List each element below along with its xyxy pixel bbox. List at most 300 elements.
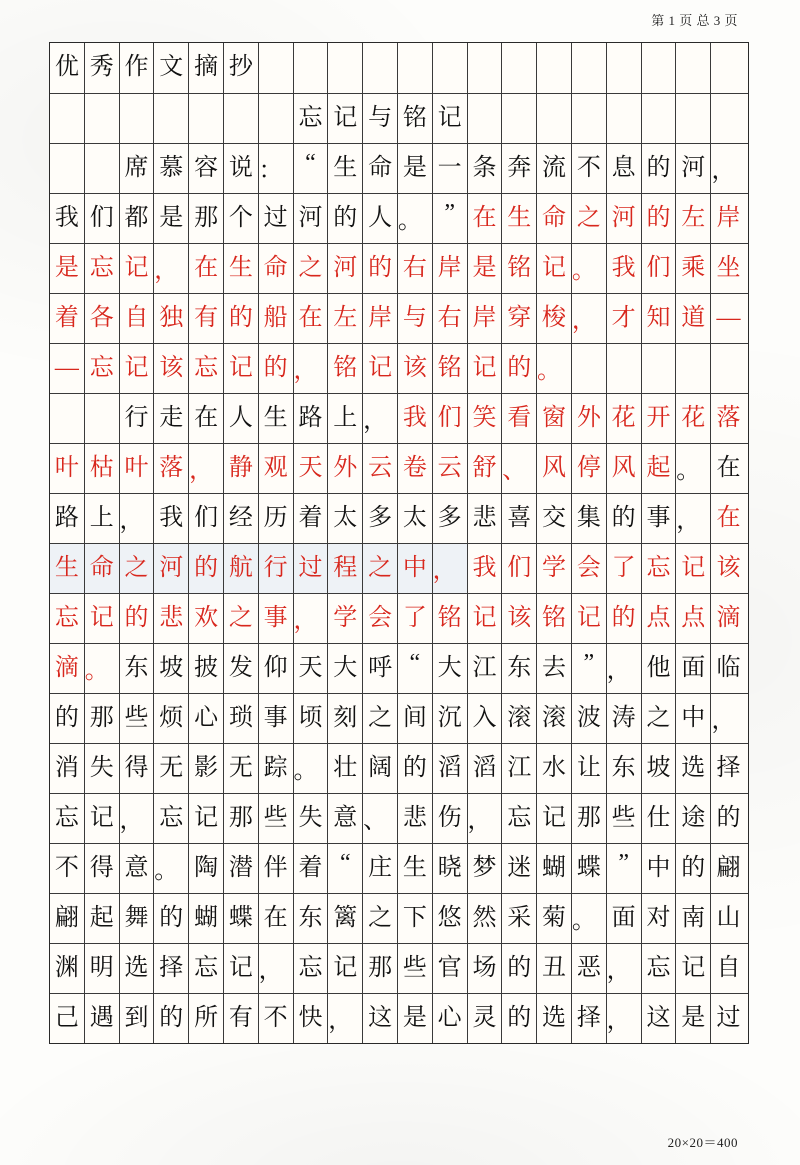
manuscript-cell[interactable] [468, 594, 503, 643]
manuscript-cell[interactable] [294, 744, 329, 793]
manuscript-cell[interactable] [85, 43, 120, 93]
manuscript-cell[interactable] [154, 494, 189, 543]
manuscript-cell[interactable] [363, 744, 398, 793]
manuscript-cell[interactable] [607, 694, 642, 743]
manuscript-cell[interactable] [642, 244, 677, 293]
manuscript-cell[interactable] [468, 194, 503, 243]
manuscript-cell[interactable] [294, 644, 329, 693]
manuscript-cell[interactable] [224, 544, 259, 593]
manuscript-cell[interactable] [85, 444, 120, 493]
manuscript-cell[interactable] [607, 43, 642, 93]
manuscript-cell[interactable] [676, 944, 711, 993]
manuscript-cell[interactable] [154, 944, 189, 993]
manuscript-cell[interactable] [642, 794, 677, 843]
manuscript-cell[interactable] [711, 744, 746, 793]
manuscript-cell[interactable] [502, 244, 537, 293]
manuscript-cell[interactable] [50, 844, 85, 893]
manuscript-cell[interactable] [189, 694, 224, 743]
manuscript-cell[interactable] [50, 794, 85, 843]
manuscript-cell[interactable] [607, 144, 642, 193]
manuscript-cell[interactable] [537, 494, 572, 543]
manuscript-cell[interactable] [189, 444, 224, 493]
manuscript-cell[interactable] [154, 444, 189, 493]
manuscript-cell[interactable] [328, 144, 363, 193]
manuscript-cell[interactable] [398, 744, 433, 793]
manuscript-cell[interactable] [537, 144, 572, 193]
manuscript-cell[interactable] [468, 444, 503, 493]
manuscript-cell[interactable] [328, 344, 363, 393]
manuscript-cell[interactable] [572, 194, 607, 243]
manuscript-cell[interactable] [294, 594, 329, 643]
manuscript-cell[interactable] [468, 644, 503, 693]
manuscript-cell[interactable] [328, 694, 363, 743]
manuscript-cell[interactable] [189, 744, 224, 793]
manuscript-cell[interactable] [711, 544, 746, 593]
manuscript-cell[interactable] [572, 894, 607, 943]
manuscript-cell[interactable] [502, 644, 537, 693]
manuscript-cell[interactable] [676, 94, 711, 143]
manuscript-cell[interactable] [120, 994, 155, 1043]
manuscript-cell[interactable] [711, 94, 746, 143]
manuscript-cell[interactable] [189, 644, 224, 693]
manuscript-cell[interactable] [120, 394, 155, 443]
manuscript-cell[interactable] [328, 294, 363, 343]
manuscript-cell[interactable] [50, 94, 85, 143]
manuscript-cell[interactable] [154, 294, 189, 343]
manuscript-cell[interactable] [189, 794, 224, 843]
manuscript-cell[interactable] [642, 944, 677, 993]
manuscript-cell[interactable] [537, 344, 572, 393]
manuscript-cell[interactable] [537, 794, 572, 843]
manuscript-cell[interactable] [642, 194, 677, 243]
manuscript-cell[interactable] [537, 894, 572, 943]
manuscript-cell[interactable] [50, 994, 85, 1043]
manuscript-cell[interactable] [259, 244, 294, 293]
manuscript-cell[interactable] [607, 994, 642, 1043]
manuscript-cell[interactable] [676, 194, 711, 243]
manuscript-cell[interactable] [537, 444, 572, 493]
manuscript-cell[interactable] [189, 894, 224, 943]
manuscript-cell[interactable] [398, 194, 433, 243]
manuscript-cell[interactable] [224, 294, 259, 343]
manuscript-cell[interactable] [120, 444, 155, 493]
manuscript-cell[interactable] [294, 194, 329, 243]
manuscript-cell[interactable] [154, 994, 189, 1043]
manuscript-cell[interactable] [607, 794, 642, 843]
manuscript-cell[interactable] [120, 894, 155, 943]
manuscript-cell[interactable] [154, 94, 189, 143]
manuscript-cell[interactable] [328, 944, 363, 993]
manuscript-cell[interactable] [259, 194, 294, 243]
manuscript-cell[interactable] [398, 694, 433, 743]
manuscript-cell[interactable] [537, 94, 572, 143]
manuscript-cell[interactable] [607, 894, 642, 943]
manuscript-cell[interactable] [433, 994, 468, 1043]
manuscript-cell[interactable] [502, 94, 537, 143]
manuscript-cell[interactable] [433, 43, 468, 93]
manuscript-cell[interactable] [259, 494, 294, 543]
manuscript-cell[interactable] [572, 444, 607, 493]
manuscript-cell[interactable] [259, 894, 294, 943]
manuscript-cell[interactable] [224, 994, 259, 1043]
manuscript-cell[interactable] [468, 944, 503, 993]
manuscript-cell[interactable] [85, 344, 120, 393]
manuscript-cell[interactable] [398, 794, 433, 843]
manuscript-cell[interactable] [607, 844, 642, 893]
manuscript-cell[interactable] [676, 544, 711, 593]
manuscript-cell[interactable] [676, 694, 711, 743]
manuscript-cell[interactable] [572, 344, 607, 393]
manuscript-cell[interactable] [154, 194, 189, 243]
manuscript-cell[interactable] [189, 394, 224, 443]
manuscript-cell[interactable] [50, 294, 85, 343]
manuscript-cell[interactable] [189, 194, 224, 243]
manuscript-cell[interactable] [676, 644, 711, 693]
manuscript-cell[interactable] [676, 744, 711, 793]
manuscript-cell[interactable] [363, 694, 398, 743]
manuscript-cell[interactable] [224, 194, 259, 243]
manuscript-cell[interactable] [537, 244, 572, 293]
manuscript-cell[interactable] [120, 144, 155, 193]
manuscript-cell[interactable] [398, 144, 433, 193]
manuscript-cell[interactable] [224, 594, 259, 643]
manuscript-cell[interactable] [711, 494, 746, 543]
manuscript-cell[interactable] [398, 994, 433, 1043]
manuscript-cell[interactable] [154, 544, 189, 593]
manuscript-cell[interactable] [294, 694, 329, 743]
manuscript-cell[interactable] [363, 294, 398, 343]
manuscript-cell[interactable] [50, 444, 85, 493]
manuscript-cell[interactable] [85, 394, 120, 443]
manuscript-cell[interactable] [607, 94, 642, 143]
manuscript-cell[interactable] [433, 694, 468, 743]
manuscript-cell[interactable] [294, 43, 329, 93]
manuscript-cell[interactable] [154, 894, 189, 943]
manuscript-cell[interactable] [294, 544, 329, 593]
manuscript-cell[interactable] [50, 744, 85, 793]
manuscript-cell[interactable] [120, 694, 155, 743]
manuscript-cell[interactable] [328, 544, 363, 593]
manuscript-cell[interactable] [294, 394, 329, 443]
manuscript-cell[interactable] [572, 244, 607, 293]
manuscript-cell[interactable] [85, 94, 120, 143]
manuscript-cell[interactable] [259, 594, 294, 643]
manuscript-cell[interactable] [224, 144, 259, 193]
manuscript-cell[interactable] [85, 644, 120, 693]
manuscript-cell[interactable] [120, 944, 155, 993]
manuscript-cell[interactable] [259, 144, 294, 193]
manuscript-cell[interactable] [189, 244, 224, 293]
manuscript-cell[interactable] [363, 43, 398, 93]
manuscript-cell[interactable] [607, 294, 642, 343]
manuscript-cell[interactable] [676, 994, 711, 1043]
manuscript-cell[interactable] [224, 244, 259, 293]
manuscript-cell[interactable] [572, 94, 607, 143]
manuscript-cell[interactable] [676, 144, 711, 193]
manuscript-cell[interactable] [259, 544, 294, 593]
manuscript-cell[interactable] [502, 794, 537, 843]
manuscript-cell[interactable] [259, 94, 294, 143]
manuscript-cell[interactable] [224, 894, 259, 943]
manuscript-cell[interactable] [189, 544, 224, 593]
manuscript-cell[interactable] [189, 944, 224, 993]
manuscript-cell[interactable] [642, 744, 677, 793]
manuscript-cell[interactable] [120, 494, 155, 543]
manuscript-cell[interactable] [154, 394, 189, 443]
manuscript-cell[interactable] [537, 644, 572, 693]
manuscript-cell[interactable] [537, 994, 572, 1043]
manuscript-cell[interactable] [120, 544, 155, 593]
manuscript-cell[interactable] [154, 43, 189, 93]
manuscript-cell[interactable] [363, 94, 398, 143]
manuscript-cell[interactable] [468, 144, 503, 193]
manuscript-cell[interactable] [328, 94, 363, 143]
manuscript-cell[interactable] [120, 844, 155, 893]
manuscript-cell[interactable] [120, 43, 155, 93]
manuscript-cell[interactable] [294, 794, 329, 843]
manuscript-cell[interactable] [224, 344, 259, 393]
manuscript-cell[interactable] [259, 794, 294, 843]
manuscript-cell[interactable] [468, 694, 503, 743]
manuscript-cell[interactable] [572, 594, 607, 643]
manuscript-cell[interactable] [711, 994, 746, 1043]
manuscript-cell[interactable] [50, 944, 85, 993]
manuscript-cell[interactable] [294, 144, 329, 193]
manuscript-cell[interactable] [502, 344, 537, 393]
manuscript-cell[interactable] [294, 294, 329, 343]
manuscript-cell[interactable] [468, 544, 503, 593]
manuscript-cell[interactable] [259, 344, 294, 393]
manuscript-cell[interactable] [433, 244, 468, 293]
manuscript-cell[interactable] [711, 694, 746, 743]
manuscript-cell[interactable] [642, 344, 677, 393]
manuscript-cell[interactable] [294, 944, 329, 993]
manuscript-cell[interactable] [50, 43, 85, 93]
manuscript-cell[interactable] [502, 394, 537, 443]
manuscript-cell[interactable] [607, 494, 642, 543]
manuscript-cell[interactable] [711, 144, 746, 193]
manuscript-cell[interactable] [642, 644, 677, 693]
manuscript-cell[interactable] [120, 744, 155, 793]
manuscript-cell[interactable] [642, 694, 677, 743]
manuscript-cell[interactable] [468, 994, 503, 1043]
manuscript-cell[interactable] [85, 744, 120, 793]
manuscript-cell[interactable] [50, 244, 85, 293]
manuscript-cell[interactable] [85, 494, 120, 543]
manuscript-cell[interactable] [468, 294, 503, 343]
manuscript-cell[interactable] [294, 94, 329, 143]
manuscript-cell[interactable] [398, 94, 433, 143]
manuscript-cell[interactable] [502, 994, 537, 1043]
manuscript-cell[interactable] [120, 294, 155, 343]
manuscript-cell[interactable] [502, 944, 537, 993]
manuscript-cell[interactable] [398, 594, 433, 643]
manuscript-cell[interactable] [154, 844, 189, 893]
manuscript-cell[interactable] [711, 444, 746, 493]
manuscript-cell[interactable] [433, 194, 468, 243]
manuscript-cell[interactable] [502, 144, 537, 193]
manuscript-cell[interactable] [642, 294, 677, 343]
manuscript-cell[interactable] [120, 194, 155, 243]
manuscript-cell[interactable] [363, 794, 398, 843]
manuscript-cell[interactable] [85, 994, 120, 1043]
manuscript-cell[interactable] [537, 594, 572, 643]
manuscript-cell[interactable] [363, 394, 398, 443]
manuscript-cell[interactable] [224, 644, 259, 693]
manuscript-cell[interactable] [328, 844, 363, 893]
manuscript-cell[interactable] [224, 744, 259, 793]
manuscript-cell[interactable] [711, 43, 746, 93]
manuscript-cell[interactable] [363, 144, 398, 193]
manuscript-cell[interactable] [189, 594, 224, 643]
manuscript-cell[interactable] [502, 694, 537, 743]
manuscript-cell[interactable] [85, 844, 120, 893]
manuscript-cell[interactable] [363, 944, 398, 993]
manuscript-cell[interactable] [468, 744, 503, 793]
manuscript-cell[interactable] [224, 494, 259, 543]
manuscript-cell[interactable] [328, 394, 363, 443]
manuscript-cell[interactable] [189, 494, 224, 543]
manuscript-cell[interactable] [398, 294, 433, 343]
manuscript-cell[interactable] [433, 544, 468, 593]
manuscript-cell[interactable] [607, 644, 642, 693]
manuscript-cell[interactable] [294, 444, 329, 493]
manuscript-cell[interactable] [537, 394, 572, 443]
manuscript-cell[interactable] [259, 944, 294, 993]
manuscript-cell[interactable] [50, 594, 85, 643]
manuscript-cell[interactable] [398, 244, 433, 293]
manuscript-cell[interactable] [711, 894, 746, 943]
manuscript-cell[interactable] [572, 394, 607, 443]
manuscript-cell[interactable] [85, 194, 120, 243]
manuscript-cell[interactable] [642, 394, 677, 443]
manuscript-cell[interactable] [189, 294, 224, 343]
manuscript-cell[interactable] [572, 644, 607, 693]
manuscript-cell[interactable] [154, 794, 189, 843]
manuscript-cell[interactable] [85, 294, 120, 343]
manuscript-cell[interactable] [294, 494, 329, 543]
manuscript-cell[interactable] [85, 244, 120, 293]
manuscript-cell[interactable] [433, 844, 468, 893]
manuscript-cell[interactable] [224, 394, 259, 443]
manuscript-cell[interactable] [642, 494, 677, 543]
manuscript-cell[interactable] [642, 144, 677, 193]
manuscript-cell[interactable] [224, 794, 259, 843]
manuscript-cell[interactable] [711, 844, 746, 893]
manuscript-cell[interactable] [468, 394, 503, 443]
manuscript-cell[interactable] [572, 144, 607, 193]
manuscript-cell[interactable] [502, 594, 537, 643]
manuscript-cell[interactable] [50, 144, 85, 193]
manuscript-cell[interactable] [642, 994, 677, 1043]
manuscript-cell[interactable] [154, 644, 189, 693]
manuscript-cell[interactable] [120, 344, 155, 393]
manuscript-cell[interactable] [676, 844, 711, 893]
manuscript-cell[interactable] [433, 744, 468, 793]
manuscript-cell[interactable] [189, 994, 224, 1043]
manuscript-cell[interactable] [537, 544, 572, 593]
manuscript-cell[interactable] [398, 544, 433, 593]
manuscript-cell[interactable] [363, 544, 398, 593]
manuscript-cell[interactable] [328, 994, 363, 1043]
manuscript-cell[interactable] [711, 394, 746, 443]
manuscript-cell[interactable] [572, 294, 607, 343]
manuscript-cell[interactable] [363, 344, 398, 393]
manuscript-cell[interactable] [572, 43, 607, 93]
manuscript-cell[interactable] [607, 444, 642, 493]
manuscript-cell[interactable] [711, 344, 746, 393]
manuscript-cell[interactable] [120, 594, 155, 643]
manuscript-cell[interactable] [468, 244, 503, 293]
manuscript-cell[interactable] [328, 43, 363, 93]
manuscript-cell[interactable] [468, 43, 503, 93]
manuscript-cell[interactable] [50, 694, 85, 743]
manuscript-cell[interactable] [398, 644, 433, 693]
manuscript-cell[interactable] [502, 444, 537, 493]
manuscript-cell[interactable] [607, 344, 642, 393]
manuscript-cell[interactable] [154, 344, 189, 393]
manuscript-cell[interactable] [154, 144, 189, 193]
manuscript-cell[interactable] [537, 43, 572, 93]
manuscript-cell[interactable] [259, 394, 294, 443]
manuscript-cell[interactable] [154, 694, 189, 743]
manuscript-cell[interactable] [328, 794, 363, 843]
manuscript-cell[interactable] [50, 394, 85, 443]
manuscript-cell[interactable] [189, 43, 224, 93]
manuscript-cell[interactable] [433, 344, 468, 393]
manuscript-cell[interactable] [433, 294, 468, 343]
manuscript-cell[interactable] [433, 144, 468, 193]
manuscript-cell[interactable] [642, 94, 677, 143]
manuscript-cell[interactable] [711, 644, 746, 693]
manuscript-cell[interactable] [120, 794, 155, 843]
manuscript-cell[interactable] [189, 144, 224, 193]
manuscript-cell[interactable] [433, 794, 468, 843]
manuscript-cell[interactable] [224, 844, 259, 893]
manuscript-cell[interactable] [85, 544, 120, 593]
manuscript-cell[interactable] [607, 944, 642, 993]
manuscript-cell[interactable] [398, 344, 433, 393]
manuscript-cell[interactable] [642, 844, 677, 893]
manuscript-cell[interactable] [85, 594, 120, 643]
manuscript-cell[interactable] [676, 394, 711, 443]
manuscript-cell[interactable] [224, 43, 259, 93]
manuscript-cell[interactable] [433, 94, 468, 143]
manuscript-cell[interactable] [502, 194, 537, 243]
manuscript-cell[interactable] [328, 644, 363, 693]
manuscript-cell[interactable] [537, 744, 572, 793]
manuscript-cell[interactable] [676, 494, 711, 543]
manuscript-cell[interactable] [398, 494, 433, 543]
manuscript-cell[interactable] [154, 594, 189, 643]
manuscript-cell[interactable] [259, 844, 294, 893]
manuscript-cell[interactable] [676, 894, 711, 943]
manuscript-cell[interactable] [224, 944, 259, 993]
manuscript-cell[interactable] [120, 244, 155, 293]
manuscript-cell[interactable] [363, 894, 398, 943]
manuscript-cell[interactable] [363, 994, 398, 1043]
manuscript-cell[interactable] [711, 244, 746, 293]
manuscript-cell[interactable] [468, 794, 503, 843]
manuscript-cell[interactable] [328, 594, 363, 643]
manuscript-cell[interactable] [363, 844, 398, 893]
manuscript-cell[interactable] [676, 43, 711, 93]
manuscript-cell[interactable] [572, 944, 607, 993]
manuscript-cell[interactable] [50, 194, 85, 243]
manuscript-cell[interactable] [711, 594, 746, 643]
manuscript-cell[interactable] [433, 894, 468, 943]
manuscript-cell[interactable] [224, 694, 259, 743]
